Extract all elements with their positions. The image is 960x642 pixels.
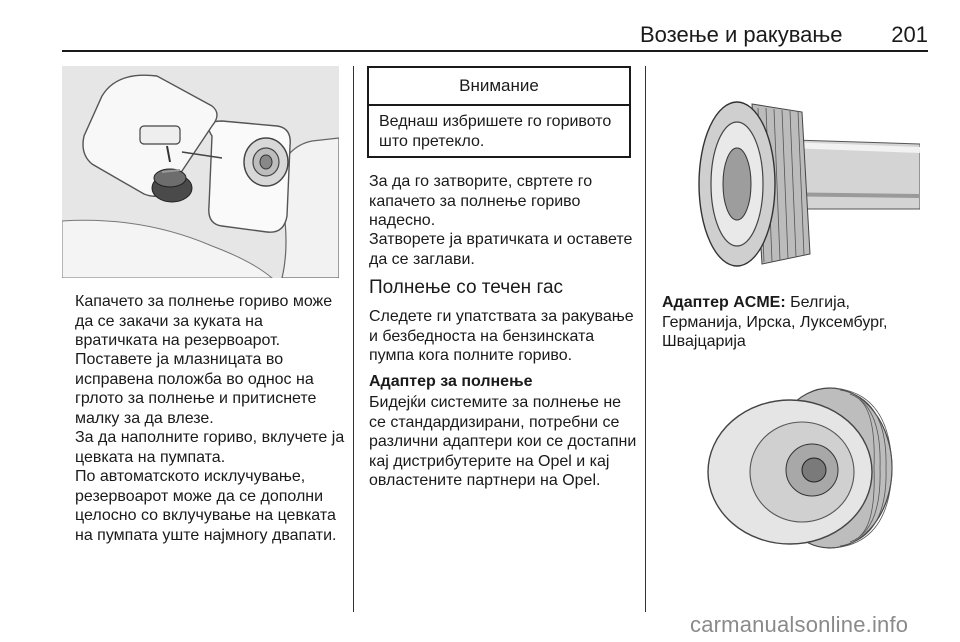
left-paragraph-3: За да наполните гориво, вклучете ја цевката на пумпата.	[75, 429, 345, 466]
middle-paragraph-1: За да го затворите, свртете го капачето за полнење гориво надесно.	[369, 173, 593, 229]
left-paragraph-4: По автоматското исклучување, резервоарот може да се дополни целосно со вклучување на цевката на пумпата уште најмногу двапати.	[75, 468, 337, 544]
warning-note-box	[367, 66, 631, 158]
footer-watermark: carmanualsonline.info	[690, 612, 909, 637]
left-paragraph-2: Поставете ја млазницата во исправена положба во однос на грлото за полнење и притиснете малку за да влезе.	[75, 351, 317, 427]
acme-caption-countries: Белгија, Германија, Ирска, Луксембург, Швајцарија	[662, 294, 888, 350]
page-header-title: Возење и ракување	[640, 22, 843, 47]
adapter-cap-illustration	[690, 380, 920, 550]
column-divider-left	[353, 66, 354, 612]
middle-paragraph-2: Затворете ја вратичката и оставете да се заглави.	[369, 231, 633, 268]
subheading-adapter: Адаптер за полнење	[369, 373, 533, 390]
column-divider-right	[645, 66, 646, 612]
fuel-filler-illustration	[62, 66, 339, 278]
acme-caption-label: Адаптер ACME:	[662, 294, 786, 311]
adapter-paragraph: Бидејќи системите за полнење не се стандардизирани, потребни се различни адаптери кои се достапни кај дистрибутерите на Opel и кај овластените партнери на Opel.	[369, 394, 637, 489]
left-paragraph-1: Капачето за полнење гориво може да се закачи за куката на вратичката на резервоарот.	[75, 293, 333, 349]
page-number: 201	[891, 22, 928, 47]
section-heading-lpg: Полнење со течен гас	[369, 277, 564, 298]
header-rule	[62, 50, 928, 52]
acme-adapter-illustration	[692, 84, 920, 274]
acme-caption	[662, 293, 922, 352]
warning-note-title: Внимание	[369, 68, 629, 106]
lpg-paragraph: Следете ги упатствата за ракување и безбедноста на бензинската пумпа кога полните гориво.	[369, 308, 634, 364]
warning-note-body: Веднаш избришете го горивото што претекло.	[379, 113, 612, 150]
